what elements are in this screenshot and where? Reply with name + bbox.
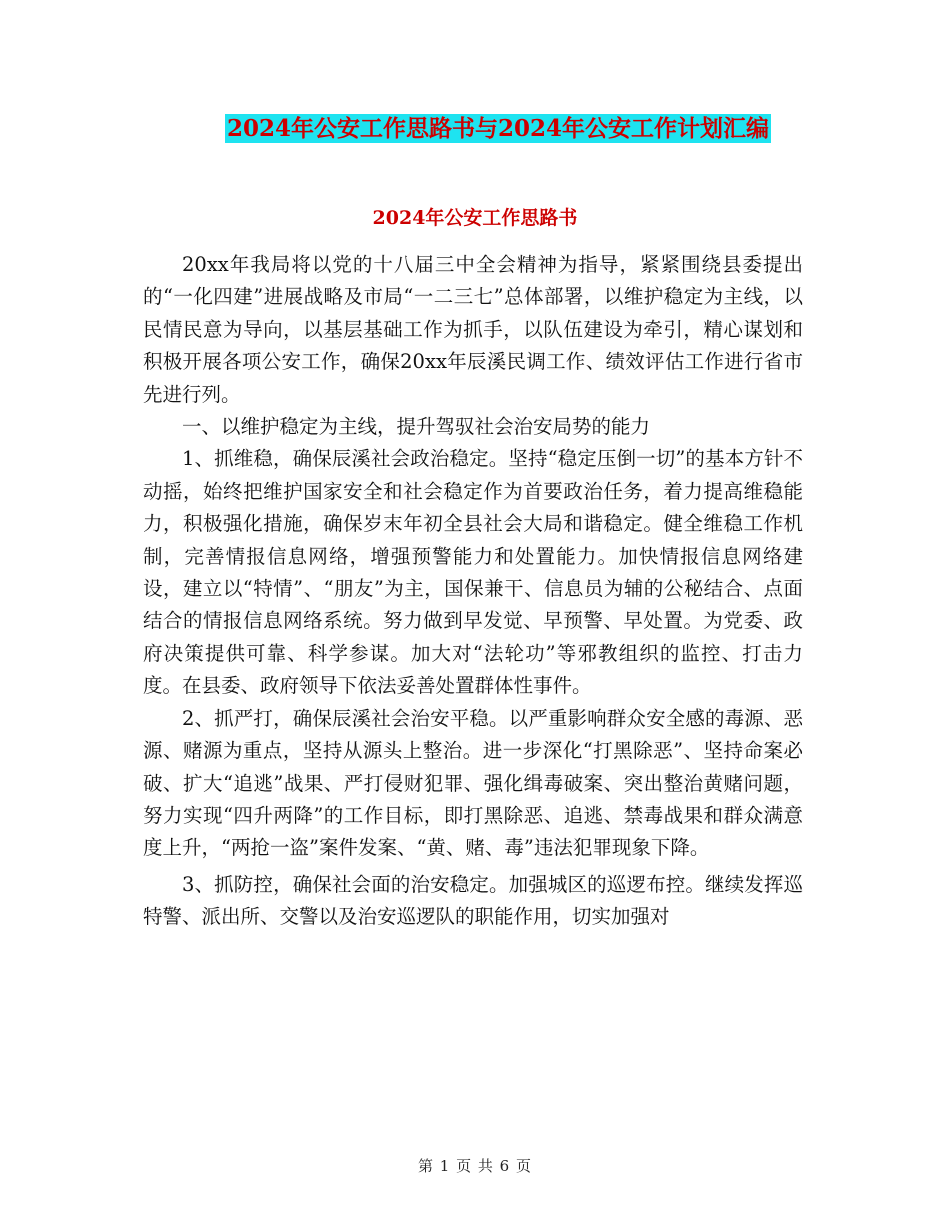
- document-body: [143, 249, 803, 934]
- paragraph-item-3: 3、抓防控，确保社会面的治安稳定。加强城区的巡逻布控。继续发挥巡特警、派出所、交警以及治安巡逻队的职能作用，切实加强对: [143, 872, 803, 929]
- paragraph-intro: 20xx年我局将以党的十八届三中全会精神为指导，紧紧围绕县委提出的“一化四建”进展战略及市局“一二三七”总体部署，以维护稳定为主线，以民情民意为导向，以基层基础工作为抓手，以队伍建设为牵引，精心谋划和积极开展各项公安工作，确保20xx年辰溪民调工作、绩效评估工作进行省市先进行列。: [143, 253, 803, 406]
- paragraph-item-2: 2、抓严打，确保辰溪社会治安平稳。以严重影响群众安全感的毒源、恶源、赌源为重点，坚持从源头上整治。进一步深化“打黑除恶”、坚持命案必破、扩大“追逃”战果、严打侵财犯罪、强化缉毒破案、突出整治黄赌问题，努力实现“四升两降”的工作目标，即打黑除恶、追逃、禁毒战果和群众满意度上升，“两抢一盗”案件发案、“黄、赌、毒”违法犯罪现象下降。: [143, 706, 803, 860]
- page-number-footer: 第 1 页 共 6 页: [418, 1157, 532, 1175]
- paragraph-heading-one: 一、以维护稳定为主线，提升驾驭社会治安局势的能力: [182, 415, 651, 439]
- document-main-title: [0, 112, 950, 146]
- highlighted-title-text: 2024年公安工作思路书与2024年公安工作计划汇编: [226, 115, 770, 142]
- section-title: 2024年公安工作思路书: [372, 207, 578, 229]
- paragraph-item-1: 1、抓维稳，确保辰溪社会政治稳定。坚持“稳定压倒一切”的基本方针不动摇，始终把维护国家安全和社会稳定作为首要政治任务，着力提高维稳能力，积极强化措施，确保岁末年初全县社会大局和谐稳定。健全维稳工作机制，完善情报信息网络，增强预警能力和处置能力。加快情报信息网络建设，建立以“特情”、“朋友”为主，国保兼干、信息员为辅的公秘结合、点面结合的情报信息网络系统。努力做到早发觉、早预警、早处置。为党委、政府决策提供可靠、科学参谋。加大对“法轮功”等邪教组织的监控、打击力度。在县委、政府领导下依法妥善处置群体性事件。: [143, 447, 803, 698]
